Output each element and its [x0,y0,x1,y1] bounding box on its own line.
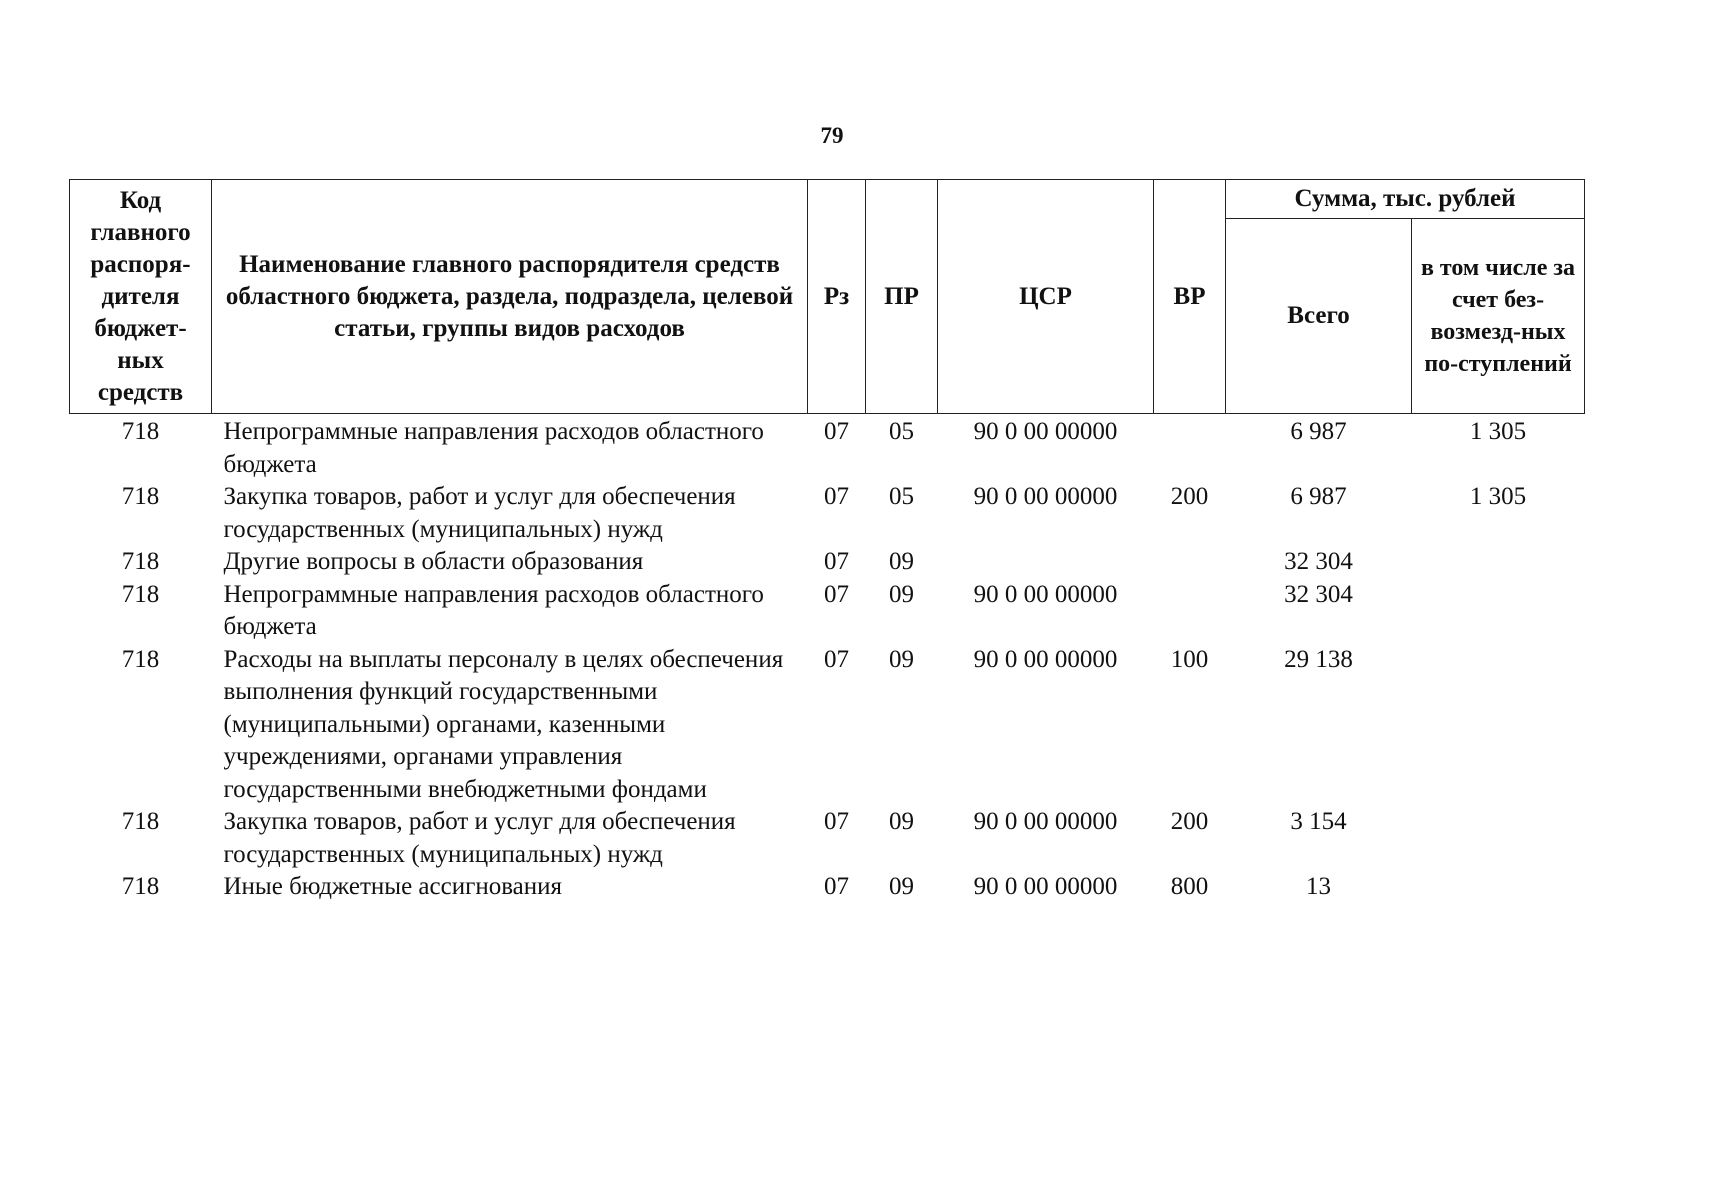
cell-free-receipts [1412,644,1585,807]
cell-pr: 09 [889,645,914,673]
table-row [70,481,1585,546]
cell-code: 718 [121,645,160,673]
cell-vr [1154,414,1226,482]
table-row [70,546,1585,579]
cell-total: 6 987 [1290,483,1347,510]
cell-pr: 09 [889,808,914,835]
budget-table [69,179,1585,904]
cell-code: 718 [121,483,160,510]
cell-name: Иные бюджетные ассигнования [223,873,563,900]
cell-csr: 90 0 00 00000 [973,483,1118,510]
header-code: Код главного распоря-дителя бюджет-ных средств [70,180,212,414]
cell-vr: 200 [1170,483,1209,510]
cell-vr: 200 [1170,808,1209,835]
header-sum-group: Сумма, тыс. рублей [1226,180,1585,219]
cell-code: 718 [121,808,160,835]
header-total: Всего [1226,219,1412,414]
header-csr: ЦСР [938,180,1154,414]
cell-csr [938,546,1154,579]
cell-rz: 07 [824,580,849,608]
cell-vr: 800 [1170,873,1209,900]
cell-pr: 05 [889,483,914,510]
table-row [70,871,1585,904]
cell-csr: 90 0 00 00000 [973,580,1118,608]
table-body [70,414,1585,904]
cell-free-receipts [1412,806,1585,871]
cell-pr: 09 [889,580,914,608]
header-free-receipts: в том числе за счет без-возмезд-ных по-ступлений [1412,219,1585,414]
cell-code: 718 [121,580,160,608]
cell-rz: 07 [824,418,849,445]
page-number: 79 [820,123,844,148]
cell-free-receipts [1412,579,1585,644]
cell-csr: 90 0 00 00000 [973,808,1118,835]
cell-pr: 09 [889,873,914,900]
header-pr: ПР [866,180,938,414]
header-vr: ВР [1154,180,1226,414]
cell-csr: 90 0 00 00000 [973,873,1118,900]
table-row [70,579,1585,644]
cell-vr: 100 [1170,645,1209,673]
cell-rz: 07 [824,483,849,510]
cell-free-receipts [1412,871,1585,904]
cell-free-receipts [1412,546,1585,579]
cell-free-receipts: 1 305 [1469,483,1527,510]
cell-csr: 90 0 00 00000 [973,645,1118,673]
cell-total: 13 [1306,873,1331,900]
table-row [70,644,1585,807]
cell-vr [1154,546,1226,579]
cell-free-receipts: 1 305 [1469,418,1527,445]
cell-pr: 05 [889,418,914,445]
cell-name: Закупка товаров, работ и услуг для обеспечения государственных (муниципальных) нужд [223,483,736,543]
cell-total: 3 154 [1290,808,1347,835]
cell-name: Расходы на выплаты персоналу в целях обеспечения выполнения функций государственными (муниципальными) органами, казенными учреждениями, органами управления государственными внебюджетными фондами [223,645,784,803]
cell-vr [1154,579,1226,644]
table-row [70,414,1585,482]
header-rz: Рз [808,180,866,414]
header-name: Наименование главного распорядителя средств областного бюджета, раздела, подраздела, целевой статьи, группы видов расходов [212,180,808,414]
cell-csr: 90 0 00 00000 [973,418,1118,445]
cell-code: 718 [121,418,160,445]
cell-rz: 07 [824,873,849,900]
cell-code: 718 [121,548,160,575]
cell-name: Непрограммные направления расходов областного бюджета [223,580,764,640]
table-row [70,806,1585,871]
cell-name: Закупка товаров, работ и услуг для обеспечения государственных (муниципальных) нужд [223,808,736,868]
cell-pr: 09 [889,548,914,575]
cell-total: 6 987 [1290,418,1347,445]
cell-total: 32 304 [1284,548,1353,575]
cell-total: 29 138 [1284,645,1353,673]
cell-code: 718 [121,873,160,900]
cell-rz: 07 [824,548,849,575]
cell-total: 32 304 [1284,580,1353,608]
cell-name: Другие вопросы в области образования [223,548,644,575]
cell-rz: 07 [824,645,849,673]
cell-name: Непрограммные направления расходов областного бюджета [223,418,764,478]
cell-rz: 07 [824,808,849,835]
